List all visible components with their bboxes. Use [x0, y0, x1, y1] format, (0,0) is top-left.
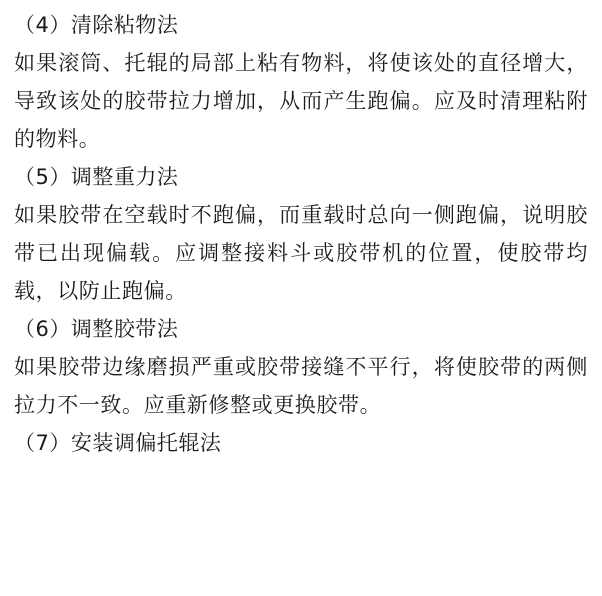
- section-heading: （7）安装调偏托辊法: [14, 431, 222, 455]
- section-heading: （4）清除粘物法: [14, 13, 179, 37]
- section-7: [14, 424, 588, 462]
- section-body: 如果滚筒、托辊的局部上粘有物料，将使该处的直径增大，导致该处的胶带拉力增加，从而产生跑偏。应及时清理粘附的物料。: [14, 51, 588, 151]
- section-6: [14, 310, 588, 424]
- section-heading: （6）调整胶带法: [14, 317, 179, 341]
- section-4: [14, 6, 588, 158]
- section-body: 如果胶带在空载时不跑偏，而重载时总向一侧跑偏，说明胶带已出现偏载。应调整接料斗或胶带机的位置，使胶带均载，以防止跑偏。: [14, 203, 588, 303]
- section-heading: （5）调整重力法: [14, 165, 179, 189]
- section-5: [14, 158, 588, 310]
- section-body: 如果胶带边缘磨损严重或胶带接缝不平行，将使胶带的两侧拉力不一致。应重新修整或更换胶带。: [14, 355, 588, 417]
